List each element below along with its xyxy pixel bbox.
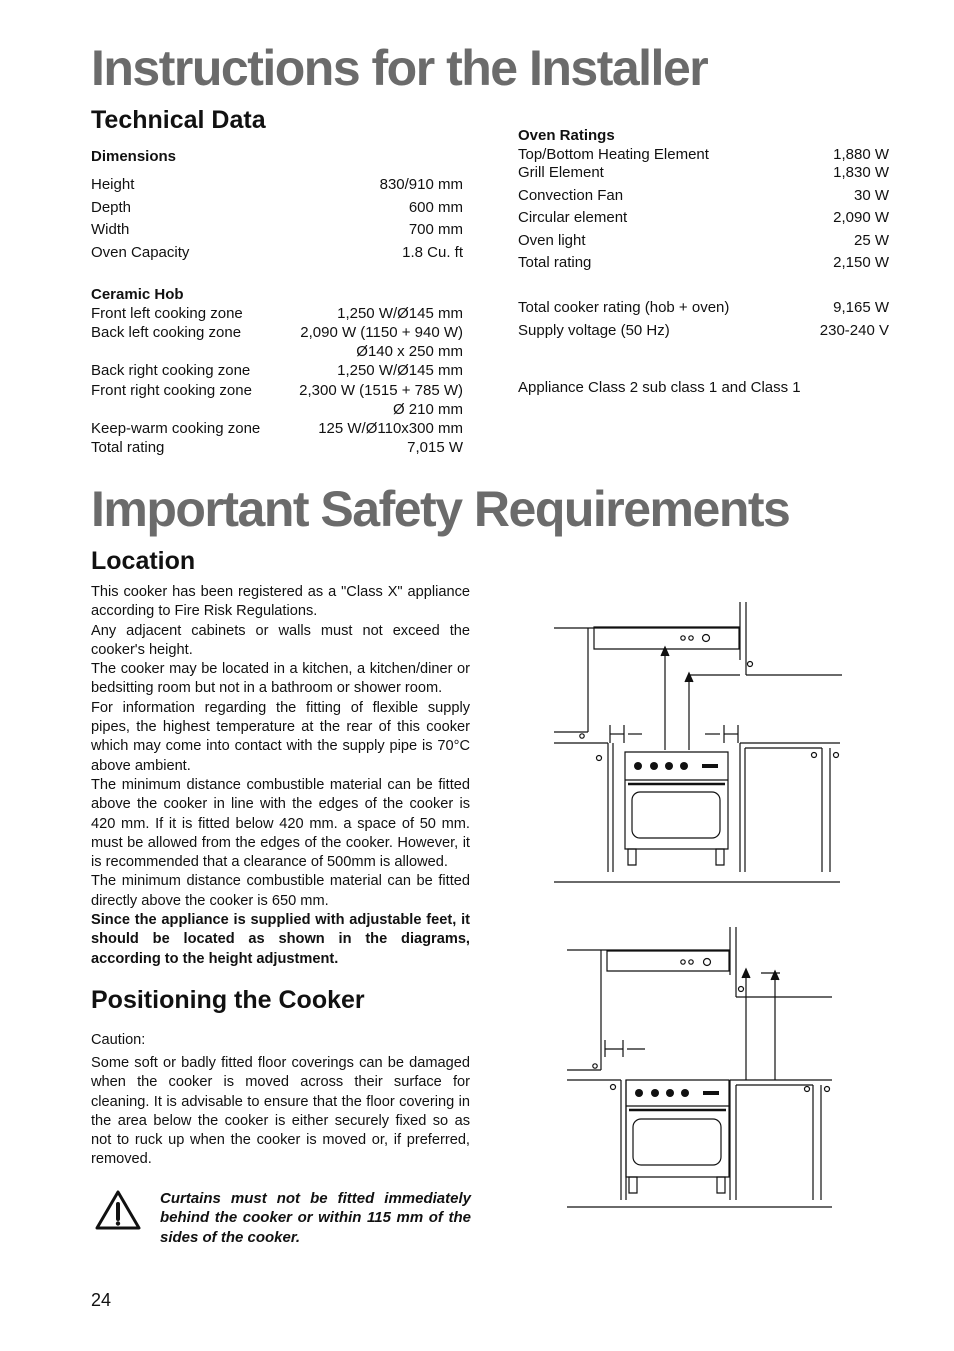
- page-title-safety: Important Safety Requirements: [91, 481, 790, 537]
- oven-rating-label: Grill Element: [518, 164, 604, 181]
- oven-ratings-heading: Oven Ratings: [518, 127, 615, 144]
- dimension-label: Height: [91, 176, 135, 193]
- page-number: 24: [91, 1290, 112, 1310]
- dimension-label: Oven Capacity: [91, 244, 190, 261]
- oven-rating-value: 1,830 W: [833, 164, 889, 181]
- hob-zone-label: Front right cooking zone: [91, 382, 252, 399]
- hob-zone-size: Ø140 x 250 mm: [356, 343, 463, 360]
- location-paragraph: Any adjacent cabinets or walls must not exceed the cooker's height.: [91, 622, 470, 658]
- location-text: [91, 583, 470, 969]
- cooker-clearance-diagram-2: [565, 925, 835, 1215]
- hob-zone-label: Front left cooking zone: [91, 305, 243, 322]
- supply-voltage-label: Supply voltage (50 Hz): [518, 322, 670, 339]
- technical-data-heading: Technical Data: [91, 106, 266, 134]
- total-rating-value: 9,165 W: [833, 299, 889, 316]
- oven-rating-label: Circular element: [518, 209, 628, 226]
- caution-label: Caution:: [91, 1032, 146, 1048]
- dimension-value: 830/910 mm: [379, 176, 463, 193]
- oven-rating-label: Oven light: [518, 232, 586, 249]
- oven-rating-label: Top/Bottom Heating Element: [518, 146, 709, 163]
- location-paragraph: The cooker may be located in a kitchen, a kitchen/diner or bedsitting room but not in a bathroom or shower room.: [91, 661, 470, 697]
- oven-rating-label: Total rating: [518, 254, 592, 271]
- oven-rating-value: 2,150 W: [833, 254, 889, 271]
- oven-rating-label: Convection Fan: [518, 187, 624, 204]
- hob-zone-value: 125 W/Ø110x300 mm: [318, 420, 463, 437]
- oven-rating-value: 25 W: [853, 232, 889, 249]
- cooker-clearance-diagram-1: [550, 600, 845, 890]
- curtains-warning: Curtains must not be fitted immediately behind the cooker or within 115 mm of the sides of the cooker.: [160, 1190, 471, 1246]
- dimension-label: Width: [91, 221, 130, 238]
- location-paragraph: This cooker has been registered as a "Class X" appliance according to Fire Risk Regulations.: [91, 584, 470, 620]
- appliance-class: [518, 378, 801, 397]
- supply-voltage-value: 230-240 V: [819, 322, 889, 339]
- hob-zone-label: Total rating: [91, 439, 165, 456]
- ceramic-hob-heading: Ceramic Hob: [91, 286, 184, 303]
- page-title-installer: Instructions for the Installer: [91, 40, 708, 96]
- oven-rating-value: 30 W: [853, 187, 889, 204]
- oven-rating-value: 2,090 W: [833, 209, 889, 226]
- location-paragraph: For information regarding the fitting of flexible supply pipes, the highest temperature at the rear of this cooker which may come into contact with the supply pipe is 70°C above ambient.: [91, 699, 470, 774]
- dimension-value: 600 mm: [408, 199, 463, 216]
- hob-zone-label: Back left cooking zone: [91, 324, 242, 341]
- location-paragraph: The minimum distance combustible material can be fitted directly above the cooker is 650 mm.: [91, 873, 470, 909]
- hob-zone-size: Ø 210 mm: [392, 401, 463, 418]
- hob-zone-label: Keep-warm cooking zone: [91, 420, 261, 437]
- hob-zone-value: 7,015 W: [407, 439, 463, 456]
- appliance-class-text: Appliance Class 2 sub class 1 and Class 1: [518, 379, 801, 396]
- location-paragraph: The minimum distance combustible material can be fitted above the cooker in line with the edges of the cooker is 420 mm. If it is fitted below 420 mm. a space of 50 mm. must be allowed from the edges of the cooker. However, it is recommended that a clearance of 500mm is allowed.: [91, 776, 470, 871]
- dimension-value: 700 mm: [408, 221, 463, 238]
- dimensions-heading: Dimensions: [91, 148, 177, 165]
- adjustable-feet-note: Since the appliance is supplied with adjustable feet, it should be located as shown in the diagrams, according to the height adjustment.: [91, 912, 470, 967]
- warning-triangle-icon: [94, 1189, 142, 1231]
- oven-rating-value: 1,880 W: [833, 146, 889, 163]
- hob-zone-value: 1,250 W/Ø145 mm: [337, 305, 463, 322]
- total-rating-label: Total cooker rating (hob + oven): [518, 299, 730, 316]
- positioning-heading: Positioning the Cooker: [91, 986, 365, 1014]
- hob-zone-label: Back right cooking zone: [91, 362, 251, 379]
- positioning-paragraph: Some soft or badly fitted floor coverings can be damaged when the cooker is moved across their surface for cleaning. It is advisable to ensure that the floor covering in the area below the cooker is either securely fixed so as not to ruck up when the cooker is moved or, if preferred, removed.: [91, 1055, 470, 1168]
- hob-zone-value: 2,090 W (1150 + 940 W): [300, 324, 463, 341]
- hob-zone-value: 2,300 W (1515 + 785 W): [299, 382, 463, 399]
- dimension-label: Depth: [91, 199, 132, 216]
- dimension-value: 1.8 Cu. ft: [402, 244, 463, 261]
- location-heading: Location: [91, 547, 196, 575]
- hob-zone-value: 1,250 W/Ø145 mm: [337, 362, 463, 379]
